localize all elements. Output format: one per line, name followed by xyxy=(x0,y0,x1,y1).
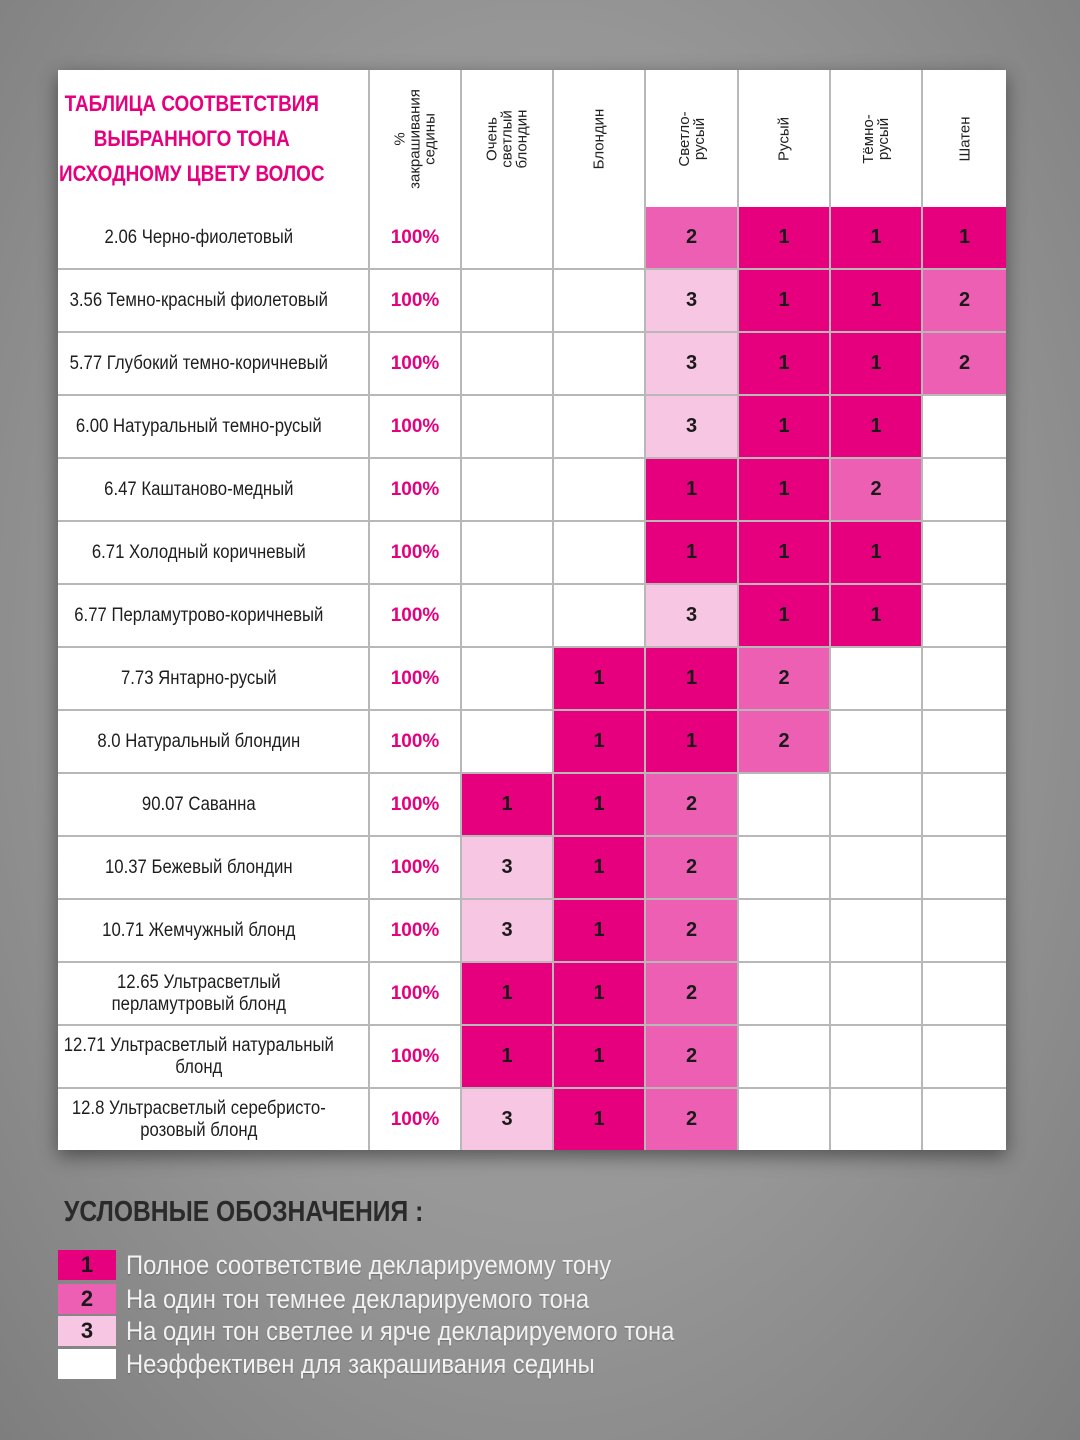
legend-swatch: 2 xyxy=(58,1284,116,1314)
match-cell xyxy=(922,521,1006,584)
match-cell: 1 xyxy=(553,773,645,836)
match-cell xyxy=(553,395,645,458)
match-cell: 1 xyxy=(830,332,922,395)
compatibility-table-sheet xyxy=(58,70,1006,1150)
match-cell xyxy=(922,458,1006,521)
match-cell xyxy=(922,395,1006,458)
match-cell xyxy=(922,773,1006,836)
match-cell xyxy=(830,647,922,710)
shade-name-cell xyxy=(58,332,369,395)
col-header-gray-coverage xyxy=(369,70,461,207)
col-header-label: Очень светлый блондин xyxy=(483,109,531,168)
match-cell xyxy=(461,710,553,773)
shade-name: 5.77 Глубокий темно-коричневый xyxy=(69,352,329,374)
col-header-light-brown xyxy=(645,70,738,207)
match-cell: 2 xyxy=(645,899,738,962)
match-cell: 3 xyxy=(461,836,553,899)
match-cell: 1 xyxy=(645,710,738,773)
table-title xyxy=(58,70,369,207)
shade-name-cell xyxy=(58,1088,369,1150)
col-header-label: Шатен xyxy=(956,115,973,162)
shade-name: 8.0 Натуральный блондин xyxy=(97,730,301,752)
match-cell xyxy=(830,710,922,773)
shade-name: 12.65 Ультрасветлый перламутровый блонд xyxy=(111,971,286,1015)
match-cell xyxy=(461,458,553,521)
match-cell: 1 xyxy=(830,395,922,458)
gray-coverage-cell: 100% xyxy=(369,647,461,710)
match-cell: 2 xyxy=(922,269,1006,332)
match-cell: 1 xyxy=(553,1025,645,1088)
title-line-2: ВЫБРАННОГО ТОНА xyxy=(93,126,290,151)
legend-label: Полное соответствие декларируемому тону xyxy=(126,1249,612,1280)
match-cell: 1 xyxy=(830,584,922,647)
gray-coverage-cell: 100% xyxy=(369,899,461,962)
match-cell: 2 xyxy=(645,1088,738,1150)
legend-title: УСЛОВНЫЕ ОБОЗНАЧЕНИЯ : xyxy=(64,1196,424,1228)
legend-swatch xyxy=(58,1349,116,1379)
match-cell: 3 xyxy=(645,395,738,458)
shade-name: 7.73 Янтарно-русый xyxy=(120,667,277,689)
match-cell: 1 xyxy=(461,962,553,1025)
match-cell xyxy=(738,1088,830,1150)
match-cell: 2 xyxy=(645,962,738,1025)
match-cell xyxy=(922,647,1006,710)
match-cell: 1 xyxy=(738,269,830,332)
shade-name: 6.77 Перламутрово-коричневый xyxy=(74,604,324,626)
gray-coverage-cell: 100% xyxy=(369,1025,461,1088)
legend-label: На один тон светлее и ярче декларируемого тона xyxy=(126,1315,675,1346)
match-cell xyxy=(461,332,553,395)
match-cell xyxy=(553,584,645,647)
gray-coverage-cell: 100% xyxy=(369,962,461,1025)
match-cell: 1 xyxy=(830,521,922,584)
table-row xyxy=(58,269,1006,332)
match-cell xyxy=(830,773,922,836)
match-cell: 1 xyxy=(553,899,645,962)
col-header-very-light-blond xyxy=(461,70,553,207)
table-row xyxy=(58,647,1006,710)
shade-name-cell xyxy=(58,647,369,710)
gray-coverage-cell: 100% xyxy=(369,458,461,521)
legend-label: Неэффективен для закрашивания седины xyxy=(126,1348,595,1379)
compatibility-table xyxy=(58,70,1006,1150)
match-cell: 2 xyxy=(738,710,830,773)
col-header-blond xyxy=(553,70,645,207)
match-cell: 1 xyxy=(830,207,922,269)
gray-coverage-cell: 100% xyxy=(369,710,461,773)
shade-name-cell xyxy=(58,899,369,962)
match-cell: 1 xyxy=(553,962,645,1025)
shade-name-cell xyxy=(58,710,369,773)
match-cell xyxy=(461,521,553,584)
table-row xyxy=(58,899,1006,962)
match-cell: 2 xyxy=(645,836,738,899)
match-cell xyxy=(738,1025,830,1088)
shade-name: 10.71 Жемчужный блонд xyxy=(102,919,296,941)
match-cell: 1 xyxy=(553,710,645,773)
match-cell: 1 xyxy=(738,521,830,584)
match-cell xyxy=(461,207,553,269)
gray-coverage-cell: 100% xyxy=(369,395,461,458)
match-cell xyxy=(830,1025,922,1088)
shade-name: 6.47 Каштаново-медный xyxy=(104,478,294,500)
match-cell: 1 xyxy=(553,836,645,899)
match-cell xyxy=(553,269,645,332)
match-cell xyxy=(738,962,830,1025)
gray-coverage-cell: 100% xyxy=(369,521,461,584)
match-cell xyxy=(738,899,830,962)
table-row xyxy=(58,332,1006,395)
gray-coverage-cell: 100% xyxy=(369,773,461,836)
match-cell: 2 xyxy=(645,207,738,269)
match-cell xyxy=(830,1088,922,1150)
match-cell xyxy=(922,1088,1006,1150)
match-cell xyxy=(738,773,830,836)
match-cell xyxy=(830,899,922,962)
table-row xyxy=(58,710,1006,773)
shade-name-cell xyxy=(58,395,369,458)
col-header-label: % закрашивания седины xyxy=(391,88,439,189)
match-cell: 1 xyxy=(645,458,738,521)
match-cell xyxy=(553,458,645,521)
match-cell: 3 xyxy=(461,899,553,962)
match-cell xyxy=(553,332,645,395)
match-cell xyxy=(922,836,1006,899)
gray-coverage-cell: 100% xyxy=(369,332,461,395)
table-row xyxy=(58,458,1006,521)
match-cell: 1 xyxy=(830,269,922,332)
gray-coverage-cell: 100% xyxy=(369,269,461,332)
shade-name-cell xyxy=(58,836,369,899)
match-cell: 1 xyxy=(461,1025,553,1088)
match-cell: 1 xyxy=(922,207,1006,269)
gray-coverage-cell: 100% xyxy=(369,836,461,899)
match-cell: 1 xyxy=(553,647,645,710)
shade-name-cell xyxy=(58,1025,369,1088)
legend-swatch: 1 xyxy=(58,1250,116,1280)
match-cell xyxy=(461,269,553,332)
shade-name: 12.8 Ультрасветлый серебристо-розовый блонд xyxy=(71,1097,326,1141)
match-cell xyxy=(922,710,1006,773)
shade-name-cell xyxy=(58,584,369,647)
legend-item xyxy=(58,1349,659,1379)
match-cell xyxy=(738,836,830,899)
match-cell: 1 xyxy=(738,584,830,647)
match-cell: 3 xyxy=(645,584,738,647)
col-header-label: Блондин xyxy=(590,108,608,169)
col-header-brown xyxy=(738,70,830,207)
gray-coverage-cell: 100% xyxy=(369,207,461,269)
match-cell: 1 xyxy=(738,395,830,458)
match-cell xyxy=(461,584,553,647)
match-cell: 3 xyxy=(461,1088,553,1150)
col-header-dark-brown xyxy=(830,70,922,207)
match-cell xyxy=(922,584,1006,647)
col-header-chestnut xyxy=(922,70,1006,207)
legend-item xyxy=(58,1284,652,1314)
match-cell: 3 xyxy=(645,332,738,395)
match-cell: 1 xyxy=(645,521,738,584)
match-cell: 1 xyxy=(738,458,830,521)
match-cell: 1 xyxy=(461,773,553,836)
legend-item xyxy=(58,1316,749,1346)
shade-name-cell xyxy=(58,458,369,521)
match-cell xyxy=(461,395,553,458)
match-cell: 2 xyxy=(830,458,922,521)
match-cell: 2 xyxy=(645,1025,738,1088)
match-cell xyxy=(553,207,645,269)
match-cell xyxy=(922,899,1006,962)
col-header-label: Тёмно-русый xyxy=(860,113,892,164)
match-cell xyxy=(830,962,922,1025)
shade-name: 6.71 Холодный коричневый xyxy=(91,541,306,563)
match-cell: 1 xyxy=(738,332,830,395)
match-cell: 1 xyxy=(738,207,830,269)
match-cell: 2 xyxy=(738,647,830,710)
legend-swatch: 3 xyxy=(58,1316,116,1346)
table-body xyxy=(58,207,1006,1150)
match-cell: 3 xyxy=(645,269,738,332)
shade-name: 90.07 Саванна xyxy=(141,793,256,815)
col-header-label: Светло-русый xyxy=(675,110,708,167)
match-cell: 1 xyxy=(553,1088,645,1150)
shade-name: 2.06 Черно-фиолетовый xyxy=(104,226,294,248)
match-cell xyxy=(922,962,1006,1025)
match-cell xyxy=(461,647,553,710)
table-row xyxy=(58,962,1006,1025)
title-line-3: ИСХОДНОМУ ЦВЕТУ ВОЛОС xyxy=(58,161,325,186)
match-cell xyxy=(830,836,922,899)
legend-label: На один тон темнее декларируемого тона xyxy=(126,1283,590,1314)
title-line-1: ТАБЛИЦА СООТВЕТСТВИЯ xyxy=(64,91,319,116)
table-row xyxy=(58,773,1006,836)
shade-name-cell xyxy=(58,773,369,836)
shade-name-cell xyxy=(58,962,369,1025)
table-row xyxy=(58,1088,1006,1150)
shade-name: 12.71 Ультрасветлый натуральный блонд xyxy=(63,1034,334,1078)
match-cell: 2 xyxy=(645,773,738,836)
shade-name-cell xyxy=(58,521,369,584)
header-row xyxy=(58,70,1006,207)
gray-coverage-cell: 100% xyxy=(369,1088,461,1150)
table-row xyxy=(58,836,1006,899)
shade-name-cell xyxy=(58,207,369,269)
gray-coverage-cell: 100% xyxy=(369,584,461,647)
table-row xyxy=(58,584,1006,647)
col-header-label: Русый xyxy=(775,116,793,161)
legend-item xyxy=(58,1250,677,1280)
match-cell xyxy=(553,521,645,584)
shade-name-cell xyxy=(58,269,369,332)
shade-name: 3.56 Темно-красный фиолетовый xyxy=(69,289,328,311)
table-row xyxy=(58,207,1006,269)
match-cell: 1 xyxy=(645,647,738,710)
shade-name: 10.37 Бежевый блондин xyxy=(105,856,293,878)
match-cell xyxy=(922,1025,1006,1088)
table-row xyxy=(58,395,1006,458)
table-row xyxy=(58,1025,1006,1088)
table-row xyxy=(58,521,1006,584)
shade-name: 6.00 Натуральный темно-русый xyxy=(75,415,322,437)
match-cell: 2 xyxy=(922,332,1006,395)
